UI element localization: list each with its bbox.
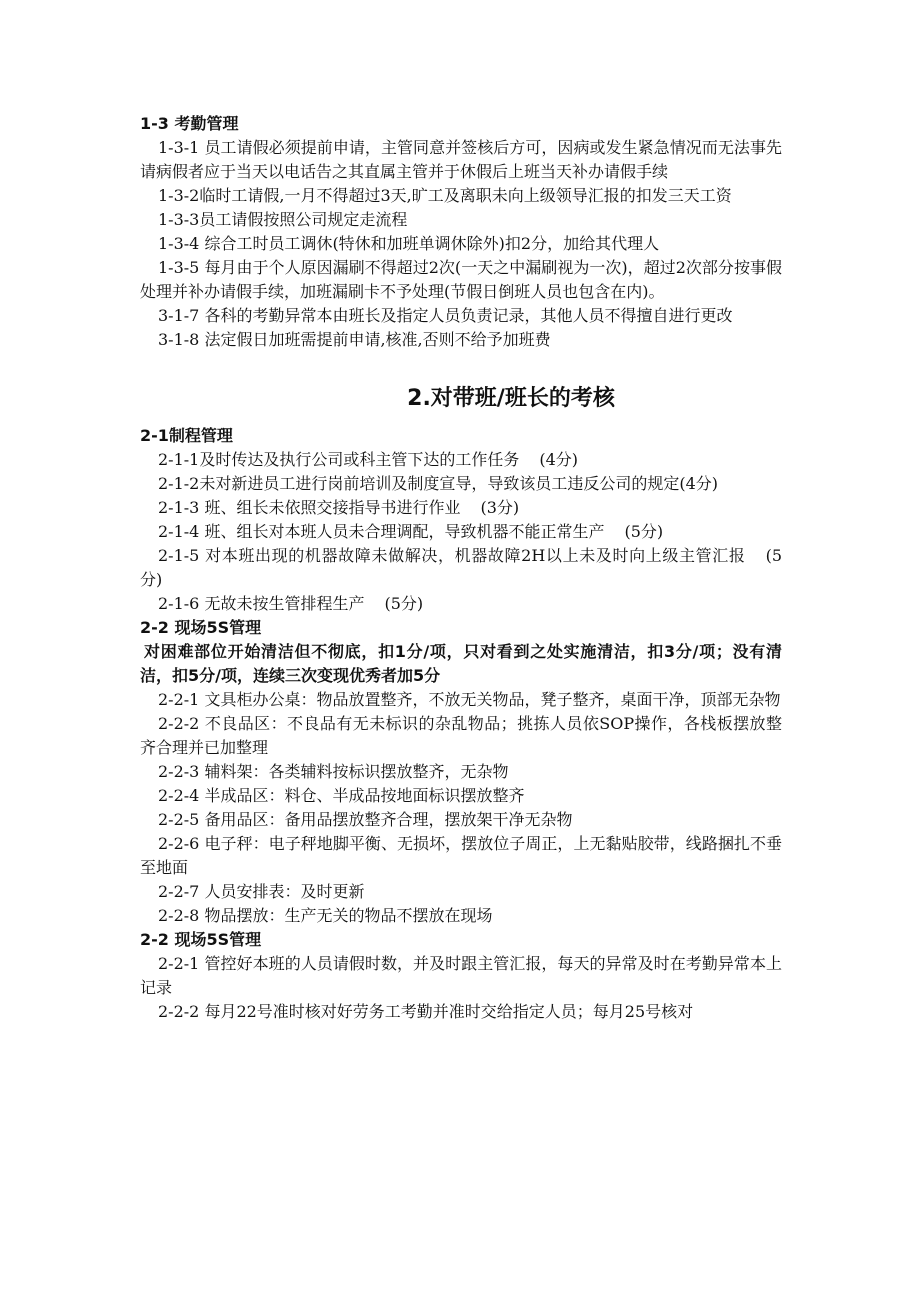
paragraph-2-1-5	[140, 544, 782, 592]
paragraph-2-2-8: 2-2-8 物品摆放：生产无关的物品不摆放在现场	[158, 906, 493, 925]
score-label: (4分)	[539, 450, 579, 469]
paragraph-2-1-6	[140, 592, 782, 616]
paragraph-1-3-1: 1-3-1 员工请假必须提前申请，主管同意并签核后方可，因病或发生紧急情况而无法事先请病假者应于当天以电话告之其直属主管并于休假后上班当天补办请假手续	[140, 138, 782, 181]
section-heading-2-2-attendance: 2-2 现场5S管理	[140, 930, 262, 949]
paragraph-3-1-8: 3-1-8 法定假日加班需提前申请,核准,否则不给予加班费	[158, 330, 551, 349]
item-text: 2-1-4 班、组长对本班人员未合理调配，导致机器不能正常生产	[158, 522, 605, 541]
paragraph-2-2-2-attendance: 2-2-2 每月22号准时核对好劳务工考勤并准时交给指定人员；每月25号核对	[158, 1002, 694, 1021]
item-text: 2-1-6 无故未按生管排程生产	[158, 594, 365, 613]
paragraph-2-2-7: 2-2-7 人员安排表：及时更新	[158, 882, 365, 901]
paragraph-2-2-4: 2-2-4 半成品区：料仓、半成品按地面标识摆放整齐	[158, 786, 525, 805]
item-text: 2-1-3 班、组长未依照交接指导书进行作业	[158, 498, 461, 517]
paragraph-2-1-1	[140, 448, 782, 472]
section-heading-1-3: 1-3 考勤管理	[140, 114, 239, 133]
paragraph-2-2-5: 2-2-5 备用品区：备用品摆放整齐合理，摆放架干净无杂物	[158, 810, 573, 829]
paragraph-2-2-1-attendance: 2-2-1 管控好本班的人员请假时数，并及时跟主管汇报，每天的异常及时在考勤异常本上记录	[140, 954, 782, 997]
item-text: 2-1-2未对新进员工进行岗前培训及制度宣导，导致该员工违反公司的规定	[158, 474, 680, 493]
paragraph-1-3-2: 1-3-2临时工请假,一月不得超过3天,旷工及离职未向上级领导汇报的扣发三天工资	[158, 186, 732, 205]
paragraph-2-1-4	[140, 520, 782, 544]
score-label: (3分)	[480, 498, 520, 517]
paragraph-2-1-3	[140, 496, 782, 520]
scoring-rule: 对困难部位开始清洁但不彻底，扣1分/项，只对看到之处实施清洁，扣3分/项；没有清洁，扣5分/项，连续三次变现优秀者加5分	[140, 642, 782, 685]
paragraph-1-3-4: 1-3-4 综合工时员工调休(特休和加班单调休除外)扣2分，加给其代理人	[158, 234, 660, 253]
item-text: 2-1-5 对本班出现的机器故障未做解决，机器故障2H以上未及时向上级主管汇报	[158, 546, 746, 565]
paragraph-1-3-5: 1-3-5 每月由于个人原因漏刷不得超过2次(一天之中漏刷视为一次)，超过2次部分按事假处理并补办请假手续，加班漏刷卡不予处理(节假日倒班人员也包含在内)。	[140, 258, 782, 301]
section-heading-2-2-5s: 2-2 现场5S管理	[140, 618, 262, 637]
document-page	[140, 112, 782, 1024]
paragraph-2-2-1: 2-2-1 文具柜办公桌：物品放置整齐，不放无关物品，凳子整齐，桌面干净，顶部无杂物	[158, 690, 781, 709]
chapter-title: 2.对带班/班长的考核	[407, 386, 615, 411]
paragraph-2-2-2: 2-2-2 不良品区：不良品有无未标识的杂乱物品；挑拣人员依SOP操作，各栈板摆放整齐合理并已加整理	[140, 714, 782, 757]
score-label: (5分)	[140, 546, 782, 589]
score-label: (5分)	[384, 594, 424, 613]
item-text: 2-1-1及时传达及执行公司或科主管下达的工作任务	[158, 450, 520, 469]
score-label: (5分)	[624, 522, 664, 541]
paragraph-1-3-3: 1-3-3员工请假按照公司规定走流程	[158, 210, 408, 229]
section-heading-2-1: 2-1制程管理	[140, 426, 233, 445]
paragraph-2-2-6: 2-2-6 电子秤：电子秤地脚平衡、无损坏，摆放位子周正，上无黏贴胶带，线路捆扎不垂至地面	[140, 834, 782, 877]
paragraph-2-2-3: 2-2-3 辅料架：各类辅料按标识摆放整齐，无杂物	[158, 762, 509, 781]
paragraph-3-1-7: 3-1-7 各科的考勤异常本由班长及指定人员负责记录，其他人员不得擅自进行更改	[158, 306, 733, 325]
score-label: (4分)	[679, 474, 719, 493]
paragraph-2-1-2	[140, 472, 782, 496]
